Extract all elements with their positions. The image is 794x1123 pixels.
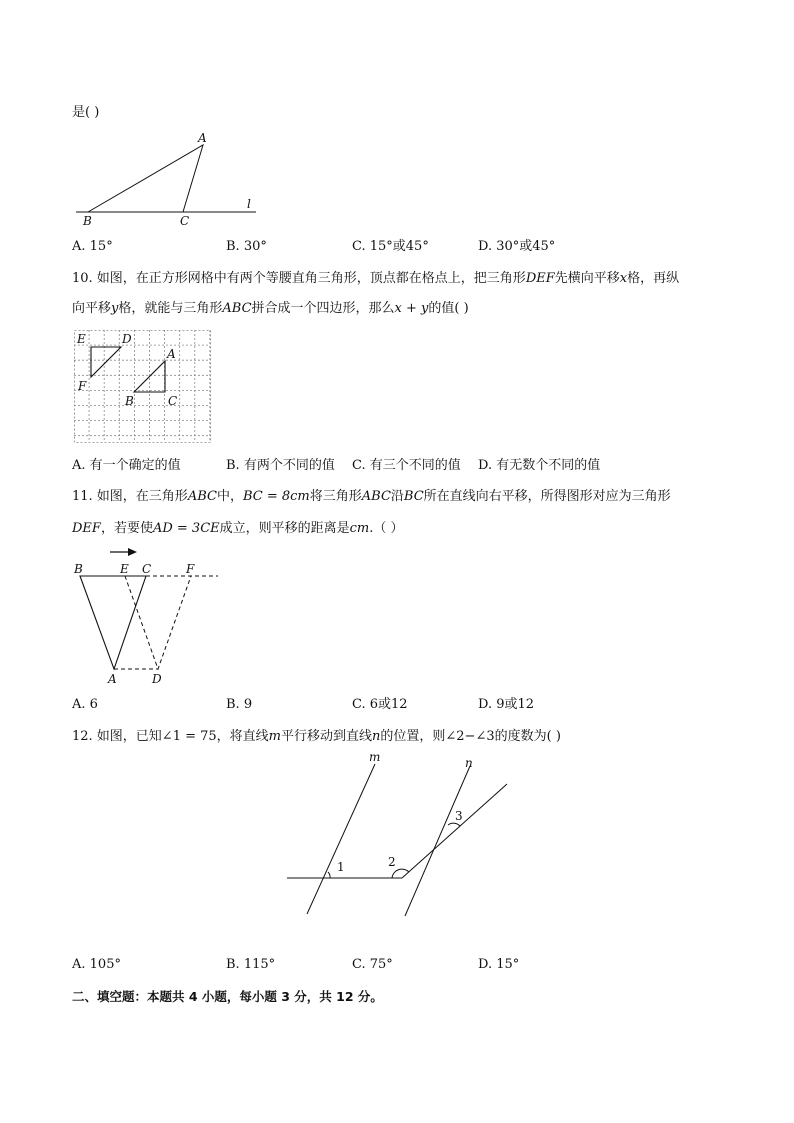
q11-label-a: A <box>108 672 117 686</box>
q9-option-d[interactable]: D. 30°或45° <box>478 239 556 254</box>
q9-stem-tail: 是( ) <box>72 105 100 120</box>
q11-option-b[interactable]: B. 9 <box>226 697 253 712</box>
q12-angle1-arc <box>328 872 330 878</box>
q10-label-d: D <box>122 332 132 346</box>
q12-label-angle2: 2 <box>388 855 396 869</box>
q10-label-c: C <box>168 394 178 408</box>
q12-line-m <box>307 764 375 914</box>
q11-label-b: B <box>74 562 83 576</box>
q10-option-c[interactable]: C. 有三个不同的值 <box>352 458 461 473</box>
q9-label-b: B <box>83 214 92 228</box>
q11-stem-line1: 11. 如图，在三角形ABC中，BC = 8cm将三角形ABC沿BC所在直线向右平移，所得图形对应为三角形 <box>72 489 671 504</box>
q12-label-m: m <box>369 750 381 764</box>
q12-label-angle3: 3 <box>455 809 463 823</box>
q11-label-c: C <box>142 562 152 576</box>
q11-arrow-head <box>128 548 137 556</box>
q10-stem-line2: 向平移y格，就能与三角形ABC拼合成一个四边形，那么x + y的值( ) <box>72 301 469 316</box>
q10-label-e: E <box>77 332 86 346</box>
q10-label-b: B <box>125 394 134 408</box>
q11-label-d: D <box>152 672 162 686</box>
q9-label-c: C <box>180 214 190 228</box>
q10-triangle-def <box>91 347 121 377</box>
q9-option-c[interactable]: C. 15°或45° <box>352 239 429 254</box>
q12-label-n: n <box>465 756 473 770</box>
q11-translation-figure <box>70 544 230 690</box>
q12-option-c[interactable]: C. 75° <box>352 957 393 972</box>
q12-parallel-lines-figure <box>280 746 520 918</box>
q12-option-d[interactable]: D. 15° <box>478 957 520 972</box>
q10-label-a: A <box>167 347 176 361</box>
q11-option-d[interactable]: D. 9或12 <box>478 697 535 712</box>
q12-label-angle1: 1 <box>337 860 345 874</box>
q10-option-a[interactable]: A. 有一个确定的值 <box>72 458 181 473</box>
q11-label-e: E <box>120 562 129 576</box>
q9-option-b[interactable]: B. 30° <box>226 239 267 254</box>
q10-option-d[interactable]: D. 有无数个不同的值 <box>478 458 601 473</box>
q10-grid-figure <box>74 330 214 444</box>
q11-option-c[interactable]: C. 6或12 <box>352 697 408 712</box>
q10-label-f: F <box>78 379 87 393</box>
q10-option-b[interactable]: B. 有两个不同的值 <box>226 458 335 473</box>
q9-triangle <box>88 145 203 212</box>
q11-label-f: F <box>186 562 195 576</box>
q12-line-n <box>405 766 470 916</box>
q10-stem-line1: 10. 如图，在正方形网格中有两个等腰直角三角形，顶点都在格点上，把三角形DEF先横向平移x格，再纵 <box>72 271 680 286</box>
q11-option-a[interactable]: A. 6 <box>72 697 98 712</box>
q12-stem: 12. 如图，已知∠1 = 75，将直线m平行移动到直线n的位置，则∠2−∠3的度数为( ) <box>72 729 561 744</box>
q11-stem-line2: DEF，若要使AD = 3CE成立，则平移的距离是cm.（ ） <box>72 521 404 536</box>
section2-heading: 二、填空题：本题共 4 小题，每小题 3 分，共 12 分。 <box>72 989 383 1004</box>
q12-option-b[interactable]: B. 115° <box>226 957 276 972</box>
q9-triangle-figure <box>70 128 270 230</box>
q11-triangle-def <box>125 576 191 669</box>
q11-triangle-abc <box>80 576 146 669</box>
q9-option-a[interactable]: A. 15° <box>72 239 113 254</box>
q9-label-a: A <box>198 131 207 145</box>
q12-transversal <box>402 784 507 878</box>
q12-option-a[interactable]: A. 105° <box>72 957 121 972</box>
q9-label-l: l <box>247 197 251 211</box>
q12-angle3-arc <box>448 823 460 826</box>
